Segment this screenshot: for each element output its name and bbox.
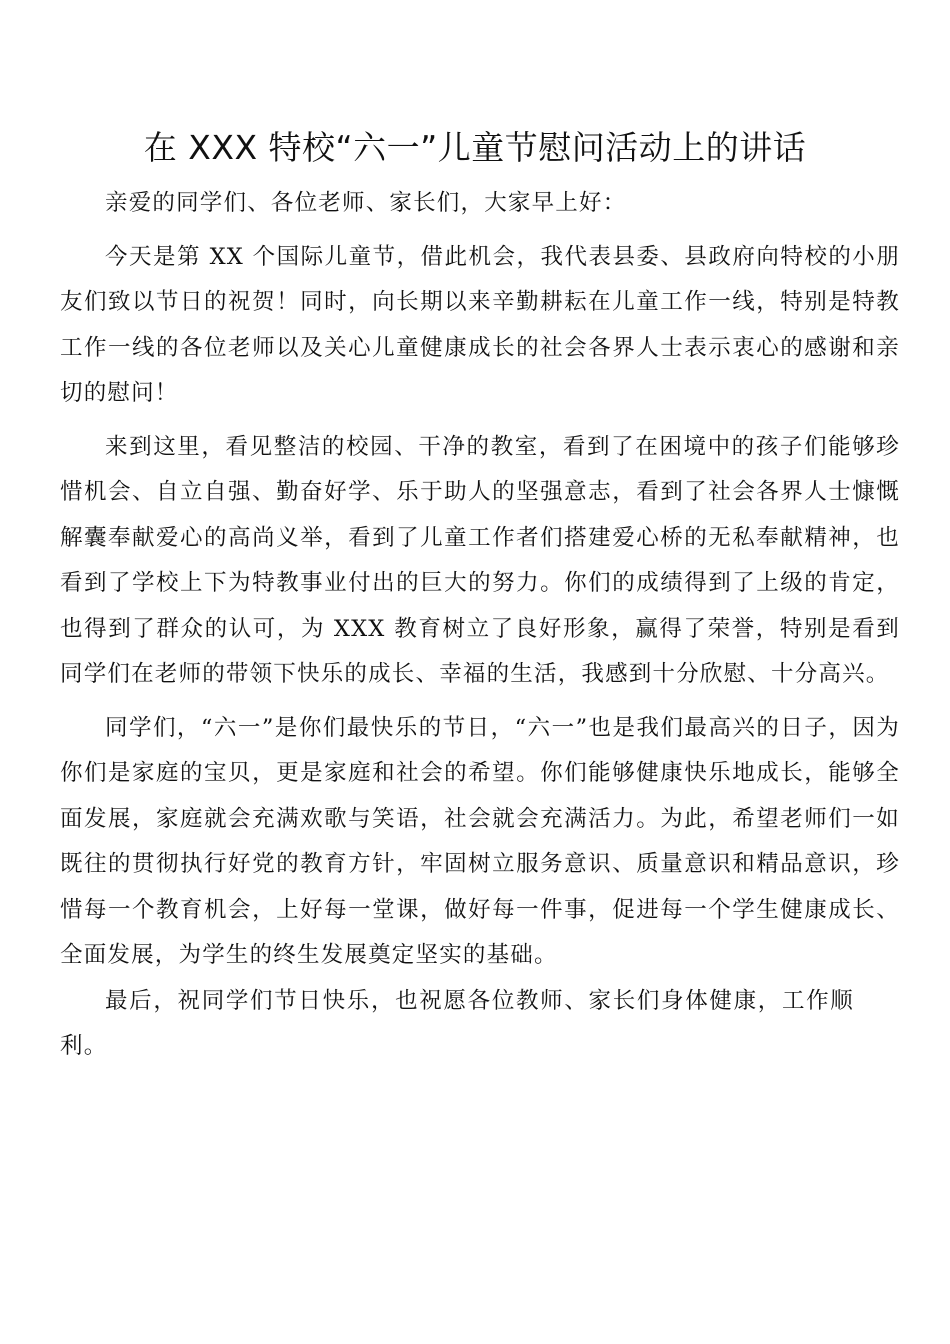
greeting-paragraph: 亲爱的同学们、各位老师、家长们，大家早上好： [105, 190, 627, 216]
document-body [60, 181, 900, 1070]
document-title: 在 XXX 特校“六一”儿童节慰问活动上的讲话 [143, 128, 807, 167]
paragraph-4: 最后，祝同学们节日快乐，也祝愿各位教师、家长们身体健康，工作顺利。 [60, 987, 854, 1059]
paragraph-1: 今天是第 XX 个国际儿童节，借此机会，我代表县委、县政府向特校的小朋友们致以节日的祝贺！同时，向长期以来辛勤耕耘在儿童工作一线，特别是特教工作一线的各位老师以及关心儿童健康成长的社会各界人士表示衷心的感谢和亲切的慰问！ [60, 243, 900, 406]
paragraph-2: 来到这里，看见整洁的校园、干净的教室，看到了在困境中的孩子们能够珍惜机会、自立自强、勤奋好学、乐于助人的坚强意志，看到了社会各界人士慷慨解囊奉献爱心的高尚义举，看到了儿童工作者们搭建爱心桥的无私奉献精神，也看到了学校上下为特教事业付出的巨大的努力。你们的成绩得到了上级的肯定，也得到了群众的认可，为 XXX 教育树立了良好形象，赢得了荣誉，特别是看到同学们在老师的带领下快乐的成长、幸福的生活，我感到十分欣慰、十分高兴。 [60, 433, 900, 687]
paragraph-3: 同学们，“六一”是你们最快乐的节日，“六一”也是我们最高兴的日子，因为你们是家庭的宝贝，更是家庭和社会的希望。你们能够健康快乐地成长，能够全面发展，家庭就会充满欢歌与笑语，社会就会充满活力。为此，希望老师们一如既往的贯彻执行好党的教育方针，牢固树立服务意识、质量意识和精品意识，珍惜每一个教育机会，上好每一堂课，做好每一件事，促进每一个学生健康成长、全面发展，为学生的终生发展奠定坚实的基础。 [60, 714, 900, 968]
